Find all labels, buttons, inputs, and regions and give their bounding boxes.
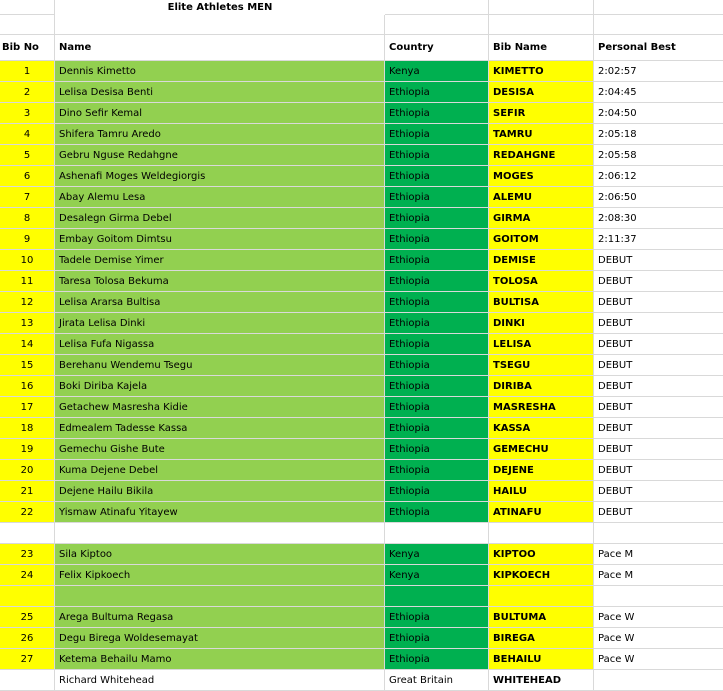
bib-name-cell[interactable]: TAMRU [489, 124, 594, 145]
personal-best-cell[interactable]: 2:02:57 [594, 61, 723, 82]
title-row [0, 0, 723, 15]
cell-blank[interactable] [594, 0, 723, 15]
country-cell[interactable]: Ethiopia [385, 271, 489, 292]
cell-blank[interactable] [0, 586, 55, 607]
athlete-row [0, 397, 723, 418]
cell-blank[interactable] [0, 523, 55, 544]
country-cell[interactable]: Ethiopia [385, 502, 489, 523]
bib-number-cell[interactable]: 20 [0, 460, 55, 481]
country-cell[interactable]: Kenya [385, 565, 489, 586]
athlete-name-cell[interactable]: Shifera Tamru Aredo [55, 124, 385, 145]
country-cell[interactable]: Ethiopia [385, 187, 489, 208]
country-cell[interactable]: Ethiopia [385, 628, 489, 649]
athlete-row [0, 439, 723, 460]
bib-number-cell[interactable]: 15 [0, 355, 55, 376]
bib-name-cell[interactable]: KIPTOO [489, 544, 594, 565]
personal-best-cell[interactable]: Pace W [594, 607, 723, 628]
bib-number-cell[interactable]: 11 [0, 271, 55, 292]
athlete-name-cell[interactable]: Arega Bultuma Regasa [55, 607, 385, 628]
bib-number-cell[interactable]: 16 [0, 376, 55, 397]
cell-blank[interactable] [55, 586, 385, 607]
bib-name-cell[interactable]: KIPKOECH [489, 565, 594, 586]
cell-blank[interactable] [489, 0, 594, 15]
personal-best-cell[interactable]: Pace M [594, 565, 723, 586]
country-cell[interactable]: Ethiopia [385, 607, 489, 628]
athlete-name-cell[interactable]: Richard Whitehead [55, 670, 385, 691]
bib-number-cell[interactable]: 9 [0, 229, 55, 250]
cell-blank[interactable] [385, 586, 489, 607]
athlete-row [0, 334, 723, 355]
bib-name-cell[interactable]: LELISA [489, 334, 594, 355]
bib-name-cell[interactable]: MOGES [489, 166, 594, 187]
spacer-row [0, 523, 723, 544]
athlete-row [0, 565, 723, 586]
bib-name-cell[interactable]: MASRESHA [489, 397, 594, 418]
personal-best-cell[interactable]: 2:04:50 [594, 103, 723, 124]
country-cell[interactable]: Kenya [385, 544, 489, 565]
bib-number-cell[interactable]: 23 [0, 544, 55, 565]
personal-best-cell[interactable]: DEBUT [594, 292, 723, 313]
country-cell[interactable]: Ethiopia [385, 376, 489, 397]
personal-best-cell[interactable] [594, 670, 723, 691]
bib-name-cell[interactable]: GOITOM [489, 229, 594, 250]
personal-best-cell[interactable]: DEBUT [594, 460, 723, 481]
blank-row [0, 15, 723, 35]
cell-blank[interactable] [0, 15, 55, 35]
athlete-name-cell[interactable]: Jirata Lelisa Dinki [55, 313, 385, 334]
athlete-name-cell[interactable]: Berehanu Wendemu Tsegu [55, 355, 385, 376]
personal-best-cell[interactable]: 2:05:18 [594, 124, 723, 145]
country-cell[interactable]: Ethiopia [385, 124, 489, 145]
bib-name-cell[interactable]: DINKI [489, 313, 594, 334]
personal-best-cell[interactable]: 2:04:45 [594, 82, 723, 103]
athlete-row [0, 355, 723, 376]
bib-name-cell[interactable]: REDAHGNE [489, 145, 594, 166]
athlete-row [0, 124, 723, 145]
athlete-name-cell[interactable]: Taresa Tolosa Bekuma [55, 271, 385, 292]
country-cell[interactable]: Ethiopia [385, 460, 489, 481]
athlete-row [0, 502, 723, 523]
cell-blank[interactable] [594, 15, 723, 35]
personal-best-cell[interactable]: DEBUT [594, 334, 723, 355]
bib-number-cell[interactable] [0, 670, 55, 691]
athlete-name-cell[interactable]: Lelisa Ararsa Bultisa [55, 292, 385, 313]
athlete-name-cell[interactable]: Dejene Hailu Bikila [55, 481, 385, 502]
athlete-name-cell[interactable]: Dennis Kimetto [55, 61, 385, 82]
bib-name-cell[interactable]: DESISA [489, 82, 594, 103]
sheet-title: Elite Athletes MEN [167, 2, 273, 13]
header-personal-best[interactable]: Personal Best [594, 35, 723, 61]
country-cell[interactable]: Ethiopia [385, 313, 489, 334]
personal-best-cell[interactable]: DEBUT [594, 439, 723, 460]
athlete-name-cell[interactable]: Desalegn Girma Debel [55, 208, 385, 229]
athlete-name-cell[interactable]: Edmealem Tadesse Kassa [55, 418, 385, 439]
personal-best-cell[interactable]: DEBUT [594, 418, 723, 439]
bib-name-cell[interactable]: GEMECHU [489, 439, 594, 460]
bib-number-cell[interactable]: 12 [0, 292, 55, 313]
bib-number-cell[interactable]: 24 [0, 565, 55, 586]
athlete-row [0, 481, 723, 502]
bib-number-cell[interactable]: 2 [0, 82, 55, 103]
personal-best-cell[interactable]: 2:08:30 [594, 208, 723, 229]
bib-name-cell[interactable]: TOLOSA [489, 271, 594, 292]
athlete-name-cell[interactable]: Tadele Demise Yimer [55, 250, 385, 271]
country-cell[interactable]: Ethiopia [385, 397, 489, 418]
athlete-row [0, 544, 723, 565]
header-name[interactable]: Name [55, 35, 385, 61]
country-cell[interactable]: Ethiopia [385, 250, 489, 271]
header-bib-name[interactable]: Bib Name [489, 35, 594, 61]
athlete-row [0, 61, 723, 82]
country-cell[interactable]: Ethiopia [385, 355, 489, 376]
personal-best-cell[interactable]: DEBUT [594, 397, 723, 418]
athlete-row [0, 166, 723, 187]
bib-name-cell[interactable]: GIRMA [489, 208, 594, 229]
country-cell[interactable]: Ethiopia [385, 82, 489, 103]
country-cell[interactable]: Ethiopia [385, 439, 489, 460]
country-cell[interactable]: Ethiopia [385, 145, 489, 166]
athlete-row [0, 292, 723, 313]
bib-number-cell[interactable]: 10 [0, 250, 55, 271]
cell-blank[interactable] [385, 15, 489, 35]
cell-blank[interactable] [594, 586, 723, 607]
bib-number-cell[interactable]: 17 [0, 397, 55, 418]
cell-blank[interactable] [55, 15, 385, 35]
bib-name-cell[interactable]: WHITEHEAD [489, 670, 594, 691]
athlete-row [0, 418, 723, 439]
country-cell[interactable]: Ethiopia [385, 103, 489, 124]
athlete-row [0, 460, 723, 481]
spacer-row [0, 586, 723, 607]
personal-best-cell[interactable]: 2:06:12 [594, 166, 723, 187]
athlete-row [0, 250, 723, 271]
athlete-row [0, 103, 723, 124]
personal-best-cell[interactable]: Pace W [594, 628, 723, 649]
personal-best-cell[interactable]: DEBUT [594, 481, 723, 502]
personal-best-cell[interactable]: Pace M [594, 544, 723, 565]
athlete-row [0, 313, 723, 334]
country-cell[interactable]: Ethiopia [385, 166, 489, 187]
header-row [0, 35, 723, 61]
bib-number-cell[interactable]: 7 [0, 187, 55, 208]
cell-blank[interactable] [489, 15, 594, 35]
bib-number-cell[interactable]: 25 [0, 607, 55, 628]
bib-number-cell[interactable]: 8 [0, 208, 55, 229]
athlete-row [0, 145, 723, 166]
country-cell[interactable]: Ethiopia [385, 481, 489, 502]
personal-best-cell[interactable]: DEBUT [594, 376, 723, 397]
bib-number-cell[interactable]: 14 [0, 334, 55, 355]
athlete-name-cell[interactable]: Getachew Masresha Kidie [55, 397, 385, 418]
personal-best-cell[interactable]: DEBUT [594, 250, 723, 271]
cell-blank[interactable] [55, 523, 385, 544]
bib-number-cell[interactable]: 26 [0, 628, 55, 649]
bib-number-cell[interactable]: 18 [0, 418, 55, 439]
athlete-name-cell[interactable]: Ashenafi Moges Weldegiorgis [55, 166, 385, 187]
bib-name-cell[interactable]: KASSA [489, 418, 594, 439]
athlete-name-cell[interactable]: Gemechu Gishe Bute [55, 439, 385, 460]
bib-name-cell[interactable]: ATINAFU [489, 502, 594, 523]
bib-name-cell[interactable]: BEHAILU [489, 649, 594, 670]
cell-blank[interactable] [0, 0, 55, 15]
bib-number-cell[interactable]: 27 [0, 649, 55, 670]
country-cell[interactable]: Great Britain [385, 670, 489, 691]
athlete-row [0, 607, 723, 628]
country-cell[interactable]: Kenya [385, 61, 489, 82]
bib-number-cell[interactable]: 1 [0, 61, 55, 82]
athlete-name-cell[interactable]: Lelisa Desisa Benti [55, 82, 385, 103]
bib-number-cell[interactable]: 6 [0, 166, 55, 187]
cell-blank[interactable] [594, 523, 723, 544]
country-cell[interactable]: Ethiopia [385, 334, 489, 355]
bib-name-cell[interactable]: ALEMU [489, 187, 594, 208]
cell-blank[interactable] [385, 0, 489, 15]
athlete-name-cell[interactable]: Kuma Dejene Debel [55, 460, 385, 481]
country-cell[interactable]: Ethiopia [385, 208, 489, 229]
athlete-row [0, 670, 723, 691]
bib-name-cell[interactable]: DIRIBA [489, 376, 594, 397]
athlete-name-cell[interactable]: Sila Kiptoo [55, 544, 385, 565]
bib-name-cell[interactable]: SEFIR [489, 103, 594, 124]
cell-blank[interactable] [489, 586, 594, 607]
country-cell[interactable]: Ethiopia [385, 292, 489, 313]
athlete-name-cell[interactable]: Embay Goitom Dimtsu [55, 229, 385, 250]
bib-number-cell[interactable]: 13 [0, 313, 55, 334]
cell-blank[interactable] [385, 523, 489, 544]
bib-number-cell[interactable]: 19 [0, 439, 55, 460]
athlete-row [0, 376, 723, 397]
bib-name-cell[interactable]: DEJENE [489, 460, 594, 481]
bib-name-cell[interactable]: TSEGU [489, 355, 594, 376]
cell-blank[interactable] [489, 523, 594, 544]
bib-name-cell[interactable]: KIMETTO [489, 61, 594, 82]
bib-number-cell[interactable]: 22 [0, 502, 55, 523]
personal-best-cell[interactable]: DEBUT [594, 502, 723, 523]
athlete-row [0, 187, 723, 208]
athlete-name-cell[interactable]: Gebru Nguse Redahgne [55, 145, 385, 166]
header-bib-no[interactable]: Bib No [0, 35, 55, 61]
bib-name-cell[interactable]: DEMISE [489, 250, 594, 271]
country-cell[interactable]: Ethiopia [385, 649, 489, 670]
athlete-name-cell[interactable]: Lelisa Fufa Nigassa [55, 334, 385, 355]
bib-name-cell[interactable]: BULTUMA [489, 607, 594, 628]
athlete-row [0, 271, 723, 292]
athlete-name-cell[interactable]: Abay Alemu Lesa [55, 187, 385, 208]
bib-name-cell[interactable]: BIREGA [489, 628, 594, 649]
bib-number-cell[interactable]: 21 [0, 481, 55, 502]
athlete-name-cell[interactable]: Degu Birega Woldesemayat [55, 628, 385, 649]
bib-name-cell[interactable]: HAILU [489, 481, 594, 502]
athlete-name-cell[interactable]: Yismaw Atinafu Yitayew [55, 502, 385, 523]
personal-best-cell[interactable]: DEBUT [594, 271, 723, 292]
athlete-name-cell[interactable]: Felix Kipkoech [55, 565, 385, 586]
personal-best-cell[interactable]: DEBUT [594, 355, 723, 376]
bib-number-cell[interactable]: 3 [0, 103, 55, 124]
athlete-row [0, 82, 723, 103]
athlete-row [0, 649, 723, 670]
athlete-name-cell[interactable]: Dino Sefir Kemal [55, 103, 385, 124]
bib-number-cell[interactable]: 5 [0, 145, 55, 166]
athlete-row [0, 229, 723, 250]
personal-best-cell[interactable]: DEBUT [594, 313, 723, 334]
header-country[interactable]: Country [385, 35, 489, 61]
bib-number-cell[interactable]: 4 [0, 124, 55, 145]
athlete-row [0, 208, 723, 229]
personal-best-cell[interactable]: 2:05:58 [594, 145, 723, 166]
country-cell[interactable]: Ethiopia [385, 418, 489, 439]
personal-best-cell[interactable]: 2:11:37 [594, 229, 723, 250]
athlete-name-cell[interactable]: Ketema Behailu Mamo [55, 649, 385, 670]
athlete-row [0, 628, 723, 649]
bib-name-cell[interactable]: BULTISA [489, 292, 594, 313]
athlete-name-cell[interactable]: Boki Diriba Kajela [55, 376, 385, 397]
personal-best-cell[interactable]: Pace W [594, 649, 723, 670]
country-cell[interactable]: Ethiopia [385, 229, 489, 250]
personal-best-cell[interactable]: 2:06:50 [594, 187, 723, 208]
